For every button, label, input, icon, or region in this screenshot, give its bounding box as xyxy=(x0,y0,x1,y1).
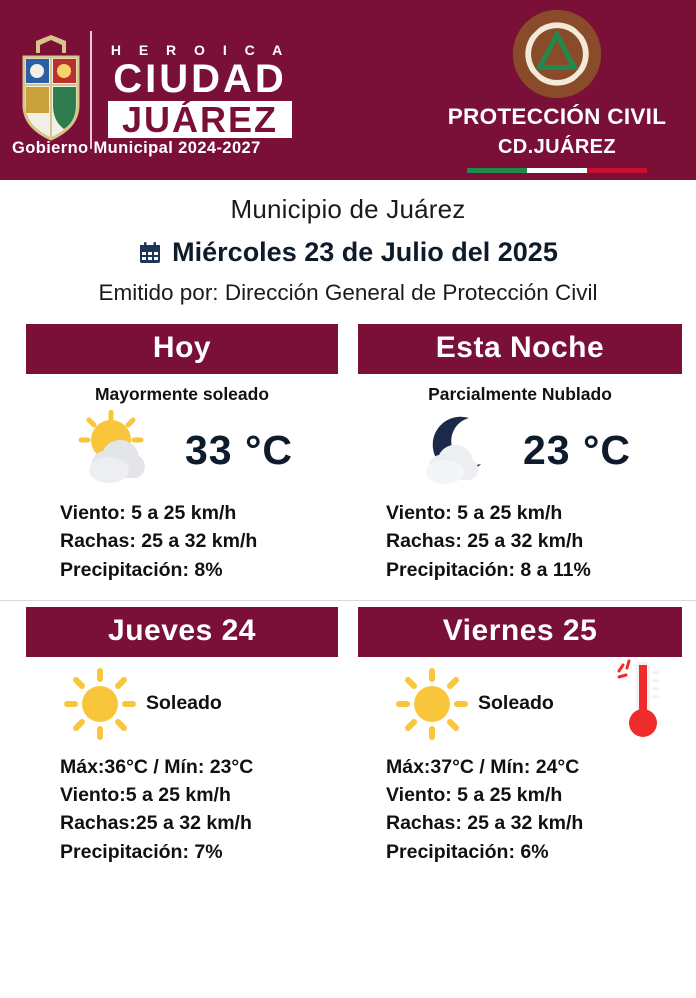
card-main-row xyxy=(358,407,682,493)
sun-behind-cloud-icon xyxy=(71,410,179,490)
ciudad-label: CIUDAD xyxy=(113,56,287,101)
card-condition: Parcialmente Nublado xyxy=(428,384,612,404)
card-condition: Soleado xyxy=(478,692,554,715)
card-details xyxy=(358,499,682,584)
page-header xyxy=(0,0,696,180)
city-brand xyxy=(90,31,292,149)
detail-precipitation: Precipitación: 7% xyxy=(60,840,223,863)
forecast-grid xyxy=(0,324,696,866)
card-details xyxy=(26,753,338,866)
detail-gusts: Rachas: 25 a 32 km/h xyxy=(386,530,584,553)
heroica-label: H E R O I C A xyxy=(110,41,290,58)
card-main-row xyxy=(26,661,338,747)
card-temperature: 33 °C xyxy=(184,426,293,473)
thermometer-hot-icon xyxy=(616,655,662,741)
detail-precipitation: Precipitación: 8% xyxy=(60,558,223,581)
forecast-card-today xyxy=(0,324,348,584)
date-row xyxy=(0,237,696,268)
civil-protection-brand xyxy=(432,6,682,159)
sun-icon xyxy=(62,666,138,742)
sun-icon xyxy=(394,666,470,742)
detail-precipitation: Precipitación: 6% xyxy=(386,840,549,863)
card-title: Hoy xyxy=(26,324,338,374)
card-main-row xyxy=(26,407,338,493)
detail-wind: Viento: 5 a 25 km/h xyxy=(386,502,563,524)
detail-wind: Viento: 5 a 25 km/h xyxy=(60,502,237,524)
calendar-icon xyxy=(138,241,162,265)
moon-behind-cloud-icon xyxy=(409,410,517,490)
forecast-card-friday xyxy=(348,607,696,866)
detail-gusts: Rachas:25 a 32 km/h xyxy=(60,812,252,835)
detail-wind: Viento:5 a 25 km/h xyxy=(60,784,231,807)
card-title: Jueves 24 xyxy=(26,607,338,657)
card-title: Viernes 25 xyxy=(358,607,682,657)
detail-gusts: Rachas: 25 a 32 km/h xyxy=(60,530,258,553)
civil-protection-logo-icon xyxy=(509,6,605,102)
card-temperature: 23 °C xyxy=(522,426,631,473)
section-divider xyxy=(0,600,696,601)
card-condition: Mayormente soleado xyxy=(94,384,270,404)
juarez-label: JUÁREZ xyxy=(108,101,292,139)
report-date: Miércoles 23 de Julio del 2025 xyxy=(172,237,558,267)
card-details xyxy=(358,753,682,866)
forecast-card-tonight xyxy=(348,324,696,584)
detail-max-min: Máx:37°C / Mín: 24°C xyxy=(386,755,580,778)
pc-subtitle: CD.JUÁREZ xyxy=(497,136,617,158)
issued-by: Emitido por: Dirección General de Protección Civil xyxy=(98,280,598,305)
coat-of-arms-icon xyxy=(14,35,88,145)
forecast-card-thursday xyxy=(0,607,348,866)
card-main-row xyxy=(358,661,682,747)
detail-wind: Viento: 5 a 25 km/h xyxy=(386,784,563,807)
mexico-flag-strip xyxy=(467,168,647,173)
detail-max-min: Máx:36°C / Mín: 23°C xyxy=(60,755,254,778)
card-condition: Soleado xyxy=(146,692,222,715)
card-details xyxy=(26,499,338,584)
gobierno-municipal-label: Gobierno Municipal 2024-2027 xyxy=(12,139,261,157)
detail-precipitation: Precipitación: 8 a 11% xyxy=(386,558,591,581)
detail-gusts: Rachas: 25 a 32 km/h xyxy=(386,812,584,835)
municipio-title: Municipio de Juárez xyxy=(230,194,466,224)
pc-title: PROTECCIÓN CIVIL xyxy=(447,104,667,129)
card-title: Esta Noche xyxy=(358,324,682,374)
report-info xyxy=(0,180,696,306)
